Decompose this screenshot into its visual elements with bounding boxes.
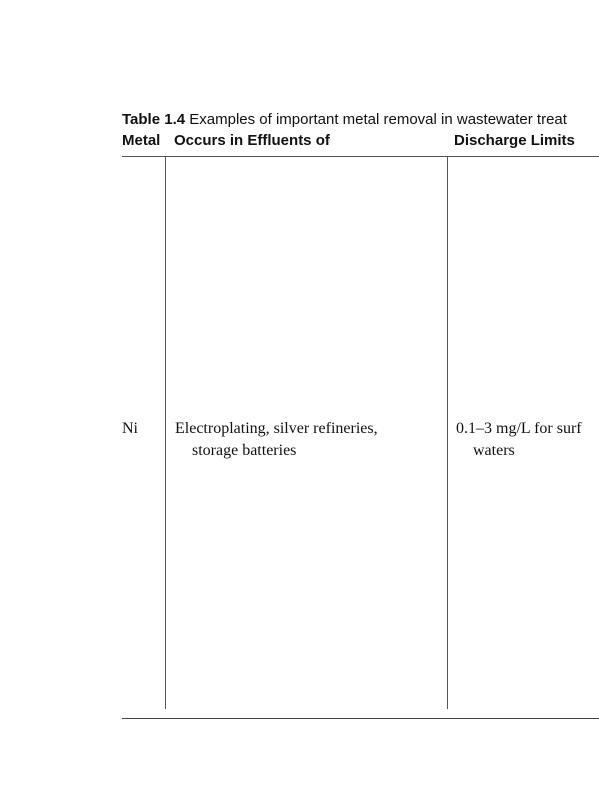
table-caption-text: Examples of important metal removal in wastewater treat bbox=[189, 111, 567, 128]
cell-limits-line1: 0.1–3 mg/L for surf bbox=[456, 420, 582, 437]
header-metal: Metal bbox=[122, 132, 161, 149]
cell-metal-text: Ni bbox=[122, 420, 138, 437]
table-top-rule bbox=[122, 156, 599, 157]
cell-occurs-line1: Electroplating, silver refineries, bbox=[175, 420, 378, 437]
cell-occurs-line2: storage batteries bbox=[192, 442, 297, 459]
cell-metal bbox=[122, 418, 138, 440]
cell-discharge-limits bbox=[456, 418, 582, 462]
table-bottom-rule bbox=[122, 718, 599, 719]
table-header-row bbox=[0, 132, 599, 150]
table-caption-label: Table 1.4 bbox=[122, 111, 186, 128]
header-occurs-in-effluents: Occurs in Effluents of bbox=[174, 132, 330, 149]
cell-limits-line2: waters bbox=[473, 442, 515, 459]
table-caption bbox=[122, 111, 567, 129]
column-divider-2 bbox=[447, 157, 448, 709]
column-divider-1 bbox=[165, 157, 166, 709]
cell-occurs-in-effluents bbox=[175, 418, 378, 462]
header-discharge-limits: Discharge Limits bbox=[454, 132, 575, 149]
